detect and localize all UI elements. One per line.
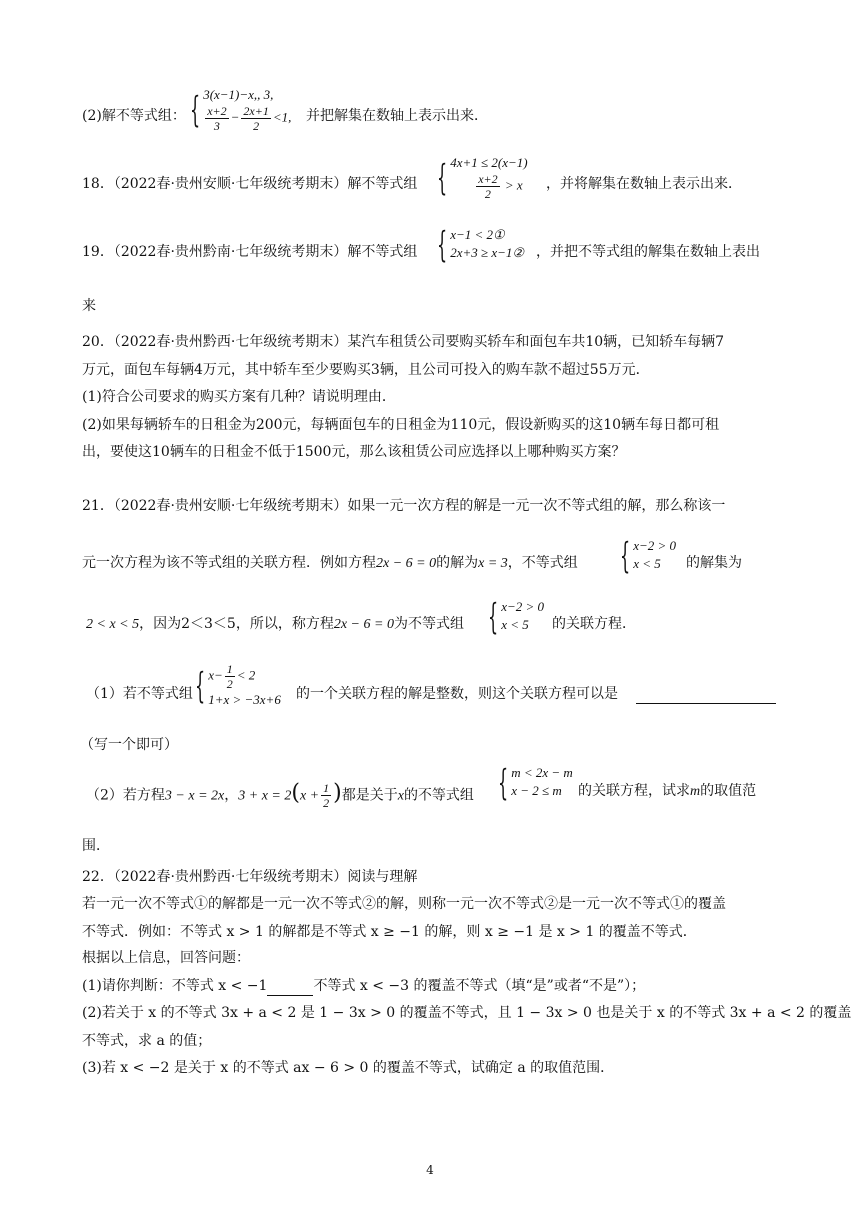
q21-line1: 21．（2022春·贵州安顺·七年级统考期末）如果一元一次方程的解是一元一次不等式组的解，那么称该一 [82, 498, 726, 514]
brace-icon: { [620, 534, 631, 576]
q17-tail: 并把解集在数轴上表示出来． [306, 108, 488, 124]
q18-head: 18．（2022春·贵州安顺·七年级统考期末）解不等式组 [82, 176, 418, 192]
q17-row2: $\frac{x+2}{3}$ − $\frac{2x+1}{2}$ <1, [207, 104, 292, 133]
q18-system [437, 154, 528, 201]
q17-row1: 3(x−1)−x,, 3, [203, 87, 274, 102]
q21-part2-cont: 围． [82, 838, 110, 854]
q21-part2-tail: 的关联方程，试求m的取值范 [578, 783, 757, 799]
q21-line2: 元一次方程为该不等式组的关联方程．例如方程2x − 6 = 0的解为x = 3，不等式组 [82, 555, 578, 571]
q22-line7: 不等式，求 a 的值； [82, 1033, 212, 1049]
q21-part1-label: （1）若不等式组 [86, 686, 193, 702]
q22-line3: 不等式．例如：不等式 x > 1 的解都是不等式 x ≥ −1 的解，则 x ≥ −1 是 x > 1 的覆盖不等式． [82, 924, 697, 940]
q18-row1: 4x+1 ≤ 2(x−1) [450, 155, 528, 170]
q21-line3: 2 < x < 5，因为2＜3＜5，所以，称方程2x − 6 = 0为不等式组 [86, 616, 464, 632]
q17-part2-label: (2)解不等式组： [82, 108, 186, 124]
q21-part2-system: { m < 2x − m x − 2 ≤ m [498, 761, 573, 803]
q18-tail: ，并将解集在数轴上表示出来． [546, 176, 742, 192]
brace-icon: { [190, 88, 201, 131]
q22-line6: (2)若关于 x 的不等式 3x + a < 2 是 1 − 3x > 0 的覆盖不等式，且 1 − 3x > 0 也是关于 x 的不等式 3x + a < 2 的覆盖 [82, 1005, 852, 1021]
q19-tail: ，并把不等式组的解集在数轴上表出 [536, 244, 760, 260]
q21-part1-text: 的一个关联方程的解是整数，则这个关联方程可以是 [296, 686, 618, 702]
q20-line1: 20．（2022春·贵州黔西·七年级统考期末）某汽车租赁公司要购买轿车和面包车共10辆，已知轿车每辆7 [82, 334, 725, 350]
q21-part2: （2）若方程3 − x = 2x，3 + x = 2(x + $\frac{1}{2}$ )都是关于x的不等式组 [86, 780, 474, 810]
brace-icon: { [195, 664, 206, 707]
page-number: 4 [426, 1163, 434, 1177]
q21-example-system-2: { x−2 > 0 x < 5 [488, 595, 545, 637]
q20-line3: (1)符合公司要求的购买方案有几种？请说明理由． [82, 389, 396, 405]
q19-row1: x−1 < 2① [450, 227, 505, 242]
q19-system [437, 223, 525, 265]
brace-icon: { [498, 761, 509, 803]
answer-blank-2[interactable] [267, 979, 313, 996]
answer-blank-1[interactable] [636, 684, 776, 704]
brace-icon: { [437, 156, 448, 199]
q22-line8: (3)若 x < −2 是关于 x 的不等式 ax − 6 > 0 的覆盖不等式，试确定 a 的取值范围． [82, 1060, 615, 1076]
q21-part1-system: { x− $\frac{1}{2}$ < 2 1+x > −3x+6 [195, 662, 281, 707]
q22-line2: 若一元一次不等式①的解都是一元一次不等式②的解，则称一元一次不等式②是一元一次不等式①的覆盖 [82, 896, 726, 912]
q22-line4: 根据以上信息，回答问题： [82, 950, 250, 966]
brace-icon: { [488, 595, 499, 637]
q21-line2-tail: 的解集为 [686, 555, 742, 571]
q21-line3-tail: 的关联方程． [552, 616, 636, 632]
brace-icon: { [437, 223, 448, 265]
q18-row2: $\frac{x+2}{2}$ > x [478, 172, 523, 201]
q17-system [190, 86, 291, 133]
q19-cont: 来 [82, 298, 96, 314]
q21-part1-note: （写一个即可） [80, 737, 178, 753]
q21-example-system-1: { x−2 > 0 x < 5 [620, 534, 677, 576]
q20-line4: (2)如果每辆轿车的日租金为200元，每辆面包车的日租金为110元，假设新购买的这10辆车每日都可租 [82, 417, 720, 433]
q20-line2: 万元，面包车每辆4万元，其中轿车至少要购买3辆，且公司可投入的购车款不超过55万元． [82, 362, 650, 378]
q22-line1: 22．（2022春·贵州黔西·七年级统考期末）阅读与理解 [82, 869, 418, 885]
q20-line5: 出，要使这10辆车的日租金不低于1500元，那么该租赁公司应选择以上哪种购买方案？ [82, 444, 626, 460]
q19-row2: 2x+3 ≥ x−1② [450, 245, 525, 260]
q22-line5: (1)请你判断：不等式 x < −1 不等式 x < −3 的覆盖不等式（填“是”或者“不是”）； [82, 978, 646, 994]
q19-head: 19．（2022春·贵州黔南·七年级统考期末）解不等式组 [82, 244, 418, 260]
